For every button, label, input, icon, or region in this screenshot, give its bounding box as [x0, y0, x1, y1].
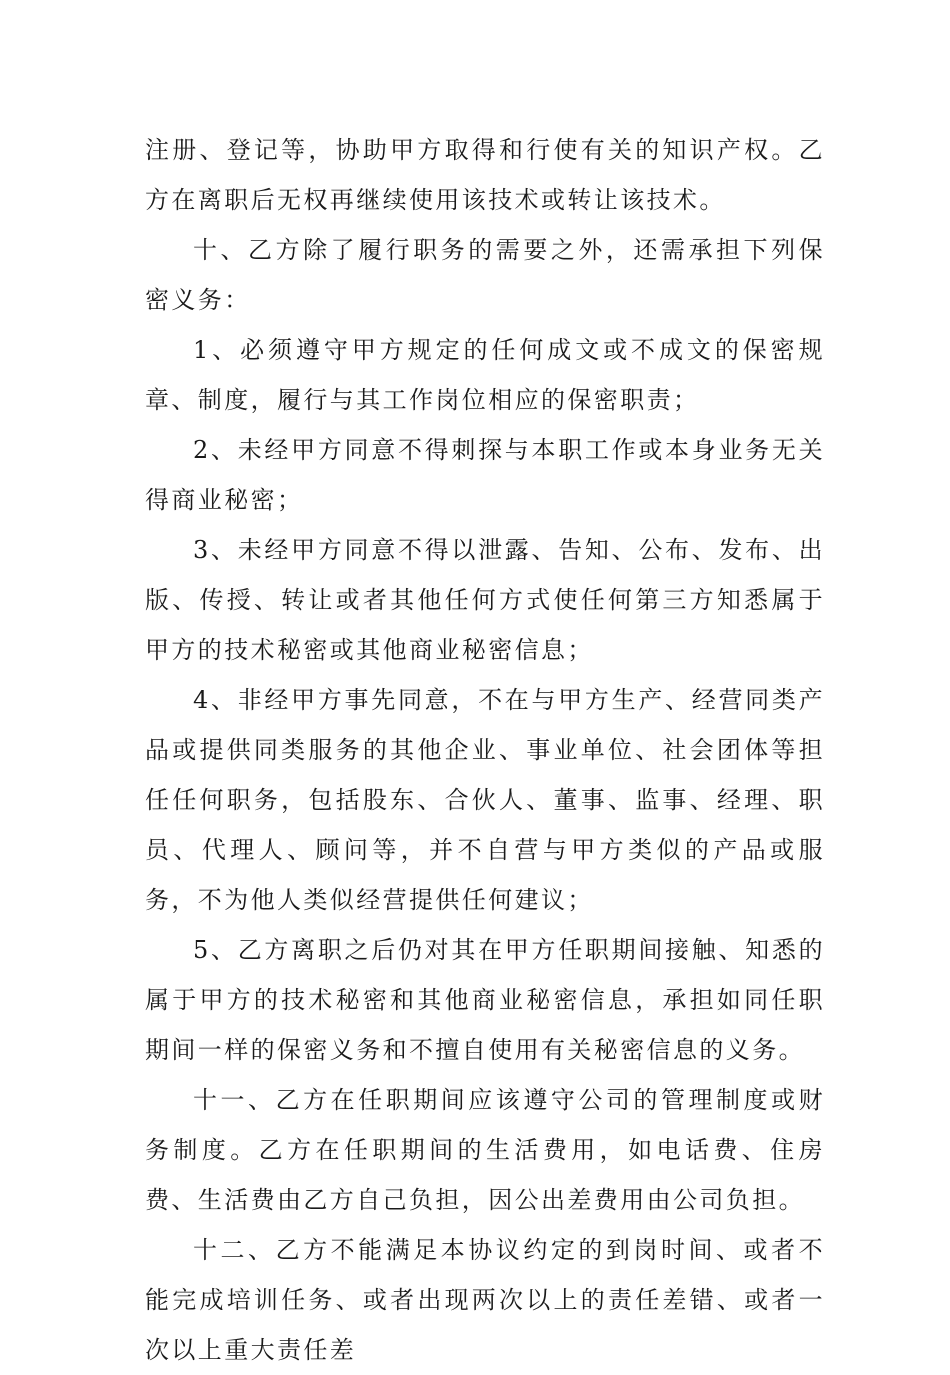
paragraph-clause-10-item-5: 5、乙方离职之后仍对其在甲方任职期间接触、知悉的属于甲方的技术秘密和其他商业秘密信息，承担如同任职期间一样的保密义务和不擅自使用有关秘密信息的义务。 — [145, 936, 825, 1064]
paragraph-clause-11: 十一、乙方在任职期间应该遵守公司的管理制度或财务制度。乙方在任职期间的生活费用，如电话费、住房费、生活费由乙方自己负担，因公出差费用由公司负担。 — [145, 1086, 825, 1214]
document-body — [145, 125, 825, 1375]
paragraph-clause-10: 十、乙方除了履行职务的需要之外，还需承担下列保密义务： — [145, 236, 825, 314]
paragraph-clause-10-item-3: 3、未经甲方同意不得以泄露、告知、公布、发布、出版、传授、转让或者其他任何方式使任何第三方知悉属于甲方的技术秘密或其他商业秘密信息； — [145, 536, 825, 664]
paragraph-continuation: 注册、登记等，协助甲方取得和行使有关的知识产权。乙方在离职后无权再继续使用该技术或转让该技术。 — [145, 136, 825, 214]
paragraph-clause-10-item-4: 4、非经甲方事先同意，不在与甲方生产、经营同类产品或提供同类服务的其他企业、事业单位、社会团体等担任任何职务，包括股东、合伙人、董事、监事、经理、职员、代理人、顾问等，并不自营与甲方类似的产品或服务，不为他人类似经营提供任何建议； — [145, 686, 825, 914]
paragraph-clause-10-item-2: 2、未经甲方同意不得刺探与本职工作或本身业务无关得商业秘密； — [145, 436, 825, 514]
paragraph-clause-10-item-1: 1、必须遵守甲方规定的任何成文或不成文的保密规章、制度，履行与其工作岗位相应的保密职责； — [145, 336, 825, 414]
paragraph-clause-12: 十二、乙方不能满足本协议约定的到岗时间、或者不能完成培训任务、或者出现两次以上的责任差错、或者一次以上重大责任差 — [145, 1236, 825, 1364]
